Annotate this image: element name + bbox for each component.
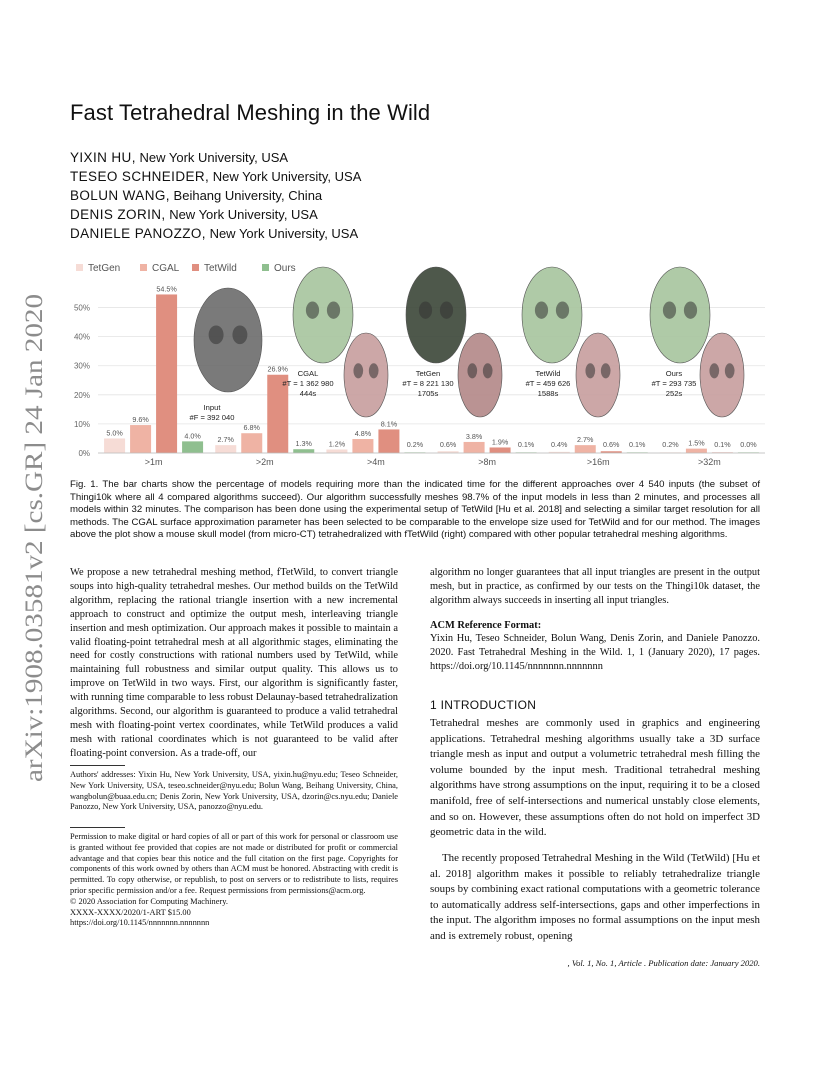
section-heading-introduction: 1 INTRODUCTION [430, 698, 537, 712]
permission-notice [70, 832, 398, 929]
legend-swatch [140, 264, 147, 271]
author-affiliation: New York University, USA [169, 207, 318, 222]
bar [293, 449, 314, 453]
mesh-rendering [576, 333, 620, 417]
author-name: TESEO SCHNEIDER, [70, 169, 210, 184]
acm-reference-heading: ACM Reference Format: [430, 620, 542, 631]
mesh-eye-socket [601, 363, 611, 378]
x-category-label: >8m [478, 457, 496, 467]
mesh-eye-socket [440, 302, 453, 319]
mesh-annotation: 1588s [537, 389, 559, 398]
mesh-rendering [194, 288, 262, 392]
y-tick-label: 0% [78, 449, 90, 458]
bar-value-label: 2.7% [577, 435, 594, 445]
mesh-annotation: TetGen [415, 369, 441, 378]
intro-paragraph-1: Tetrahedral meshes are commonly used in graphics and engineering applications. Tetrahedral meshing algorithms usually take a 3D surface triangle mesh as input and output a volumetric tetrahedral mesh filling the volume bounded by the input mesh. Traditional tetrahedral meshing algorithms have strong assumptions on the input, requiring it to be a closed manifold, free of self-intersections and numerical unstably close elements, and so on. However, these assumptions often do not hold on imperfect 3D geometric data in the wild. [430, 717, 760, 839]
bar-value-label: 2.7% [217, 435, 234, 445]
bar-value-label: 0.2% [662, 440, 679, 449]
mesh-rendering [650, 267, 710, 363]
bar [378, 429, 399, 453]
mesh-annotation: #T = 1 362 980 [282, 379, 334, 388]
mesh-rendering [344, 333, 388, 417]
mesh-eye-socket [556, 302, 569, 319]
mesh-annotation: #F = 392 040 [189, 413, 235, 422]
author-name: DENIS ZORIN, [70, 207, 166, 222]
legend-swatch [76, 264, 83, 271]
mesh-eye-socket [684, 302, 697, 319]
bar [326, 450, 347, 453]
mesh-annotation: Input [203, 403, 221, 412]
bar-value-label: 0.1% [714, 440, 731, 449]
author-affiliation: Beihang University, China [173, 188, 323, 203]
abstract-left-column: We propose a new tetrahedral meshing method, fTetWild, to convert triangle soups into high-quality tetrahedral meshes. Our method builds on the TetWild algorithm, replacing the rational triangle insertion with a new incremental approach to construct and optimize the output mesh, interleaving triangle insertion and mesh optimization. Our approach makes it possible to maintain a valid floating-point tetrahedral mesh at all algorithmic stages, eliminating the need for costly constructions with rational numbers used by TetWild, while maintaining full robustness and similar output quality. This allows us to improve on TetWild in two ways. First, our algorithm is significantly faster, with running time comparable to less robust Delaunay-based tetrahedralization algorithms. Second, our algorithm is guaranteed to produce a valid tetrahedral mesh with floating-point vertex coordinates, while TetWild produces a valid mesh with rational coordinates which is not guaranteed to be valid after floating-point conversion. As a trade-off, our [70, 567, 398, 759]
issn-line: XXXX-XXXX/2020/1-ART $15.00 [70, 907, 191, 917]
bar-value-label: 9.6% [132, 415, 149, 425]
bar [215, 445, 236, 453]
bar-value-label: 3.8% [465, 431, 483, 441]
y-tick-label: 20% [73, 390, 90, 400]
mesh-eye-socket [585, 363, 595, 378]
bar-value-label: 0.4% [551, 440, 568, 449]
arxiv-stamp-text: arXiv:1908.03581v2 [cs.GR] 24 Jan 2020 [19, 354, 48, 782]
footnote-rule [70, 765, 125, 766]
bar-value-label: 1.2% [328, 439, 346, 449]
mesh-annotation: TetWild [535, 369, 561, 378]
author-name: BOLUN WANG, [70, 188, 170, 203]
bar-value-label: 0.6% [439, 440, 457, 449]
y-tick-label: 50% [73, 303, 90, 313]
mesh-eye-socket [232, 325, 247, 344]
author-line [70, 150, 288, 165]
bar-value-label: 1.9% [491, 437, 509, 447]
mesh-rendering [406, 267, 466, 363]
author-name: DANIELE PANOZZO, [70, 226, 206, 241]
bar [686, 449, 707, 453]
mesh-eye-socket [725, 363, 735, 378]
legend-label: Ours [274, 263, 296, 274]
authors-addresses: Authors' addresses: Yixin Hu, New York University, USA, yixin.hu@nyu.edu; Teseo Schneider, New York University, USA, teseo.schneider@nyu.edu; Bolun Wang, Beihang University, China, wangbolun@buaa.edu.cn; Denis Zorin, New York University, USA, dzorin@cs.nyu.edu; Daniele Panozzo, New York University, USA, panozzo@nyu.edu. [70, 770, 398, 812]
bar [182, 441, 203, 453]
x-category-label: >4m [367, 457, 385, 467]
bar-value-label: 4.0% [184, 431, 201, 441]
mesh-eye-socket [369, 363, 379, 378]
bar-value-label: 5.0% [106, 428, 123, 438]
mesh-eye-socket [327, 302, 340, 319]
permission-text: Permission to make digital or hard copies of all or part of this work for personal or classroom use is granted without fee provided that copies are not made or distributed for profit or commercial advantage and that copies bear this notice and the full citation on the first page. Copyrights for components of this work owned by others than ACM must be honored. Abstracting with credit is permitted. To copy otherwise, or republish, to post on servers or to redistribute to lists, requires prior specific permission and/or a fee. Request permissions from permissions@acm.org. [70, 832, 398, 895]
mesh-annotation: 444s [299, 389, 317, 398]
intro-paragraph-2: The recently proposed Tetrahedral Meshing in the Wild (TetWild) [Hu et al. 2018] algorithm makes it possible to reliably tetrahedralize triangle soups by combining exact rational computations with a geometric tolerance to automatically address self-intersections, gaps and other imperfections in the input. The algorithm imposes no formal assumptions on the input mesh and is extremely robust, opening [430, 852, 760, 942]
author-name: YIXIN HU, [70, 150, 136, 165]
x-category-label: >2m [255, 457, 274, 467]
bar [490, 447, 511, 453]
bar [575, 445, 596, 453]
mesh-rendering [293, 267, 353, 363]
mesh-annotation: #T = 459 626 [525, 379, 571, 388]
bar-value-label: 8.1% [380, 419, 398, 429]
mesh-annotation: 1705s [417, 389, 439, 398]
legend-label: CGAL [152, 263, 180, 274]
copyright-line: © 2020 Association for Computing Machinery. [70, 896, 228, 906]
mesh-eye-socket [306, 302, 319, 319]
bar-value-label: 1.3% [295, 439, 312, 449]
y-tick-label: 10% [73, 419, 90, 429]
mesh-eye-socket [709, 363, 719, 378]
mesh-annotation: CGAL [297, 369, 319, 378]
bar-value-label: 0.0% [740, 440, 757, 449]
mesh-annotation: #T = 293 735 [651, 379, 697, 388]
bar [352, 439, 373, 453]
arxiv-stamp [2, 292, 54, 792]
figure-caption: Fig. 1. The bar charts show the percentage of models requiring more than the indicated time for the different approaches over 4 540 inputs (the subset of Thingi10k where all 4 compared algorithms succeed). Our algorithm successfully meshes 98.7% of the input models in less than 2 minutes, and processes all models within 32 minutes. The comparison has been done using the experimental setup of TetWild [Hu et al. 2018] and selecting a similar target resolution for all methods. The CGAL surface approximation parameter has been selected to be comparable to the envelope size used for TetWild and for our method. The images above the plot show a mouse skull model (from micro-CT) tetrahedralized with fTetWild (right) compared with other popular tetrahedral meshing algorithms. [70, 479, 760, 541]
doi-line: https://doi.org/10.1145/nnnnnnn.nnnnnnn [70, 918, 210, 928]
x-category-label: >32m [698, 457, 721, 467]
author-line [70, 226, 358, 241]
author-line [70, 169, 361, 184]
author-line [70, 188, 322, 203]
mesh-annotation: Ours [665, 369, 683, 378]
page-footer: , Vol. 1, No. 1, Article . Publication date: January 2020. [567, 958, 760, 968]
abstract-right-column: algorithm no longer guarantees that all input triangles are present in the output mesh, but in practice, as confirmed by our tests on the Thingi10k dataset, the algorithm always succeeds in inserting all input triangles. [430, 567, 760, 606]
mesh-eye-socket [663, 302, 676, 319]
bar-value-label: 0.6% [603, 440, 620, 449]
mesh-eye-socket [419, 302, 432, 319]
mesh-eye-socket [209, 325, 224, 344]
bar-value-label: 0.1% [517, 440, 535, 449]
legend-swatch [262, 264, 269, 271]
x-category-label: >1m [144, 457, 163, 467]
mesh-annotation: #T = 8 221 130 [402, 379, 454, 388]
mesh-eye-socket [353, 363, 363, 378]
legend-label: TetGen [88, 263, 121, 274]
legend-label: TetWild [204, 263, 237, 274]
acm-reference-text: Yixin Hu, Teseo Schneider, Bolun Wang, Denis Zorin, and Daniele Panozzo. 2020. Fast Tetrahedral Meshing in the Wild. 1, 1 (January 2020), 17 pages. https://doi.org/10.1145/nnnnnnn.nnnnnnn [430, 633, 760, 672]
bar-value-label: 0.2% [406, 440, 424, 449]
paper-title: Fast Tetrahedral Meshing in the Wild [70, 100, 431, 125]
mesh-rendering [522, 267, 582, 363]
bar [241, 433, 262, 453]
author-line [70, 207, 318, 222]
bar [156, 294, 177, 453]
mesh-rendering [458, 333, 502, 417]
author-affiliation: New York University, USA [209, 226, 359, 241]
figure-1-chart [60, 255, 770, 475]
bar-value-label: 1.5% [688, 438, 705, 448]
bar [104, 438, 125, 453]
mesh-eye-socket [467, 363, 477, 378]
legend-swatch [192, 264, 199, 271]
mesh-annotation: 252s [665, 389, 683, 398]
y-tick-label: 40% [73, 332, 90, 342]
mesh-eye-socket [483, 363, 493, 378]
y-tick-label: 30% [73, 361, 90, 371]
author-affiliation: New York University, USA [212, 169, 362, 184]
mesh-eye-socket [535, 302, 548, 319]
bar-value-label: 54.5% [156, 284, 177, 294]
bar-value-label: 26.9% [267, 364, 288, 374]
x-category-label: >16m [586, 457, 610, 467]
footnote-rule [70, 827, 125, 828]
bar [464, 442, 485, 453]
author-affiliation: New York University, USA [139, 150, 289, 165]
bar [130, 425, 151, 453]
bar-value-label: 6.8% [243, 423, 260, 433]
bar-value-label: 0.1% [629, 440, 646, 449]
bar-value-label: 4.8% [354, 429, 372, 439]
mesh-rendering [700, 333, 744, 417]
